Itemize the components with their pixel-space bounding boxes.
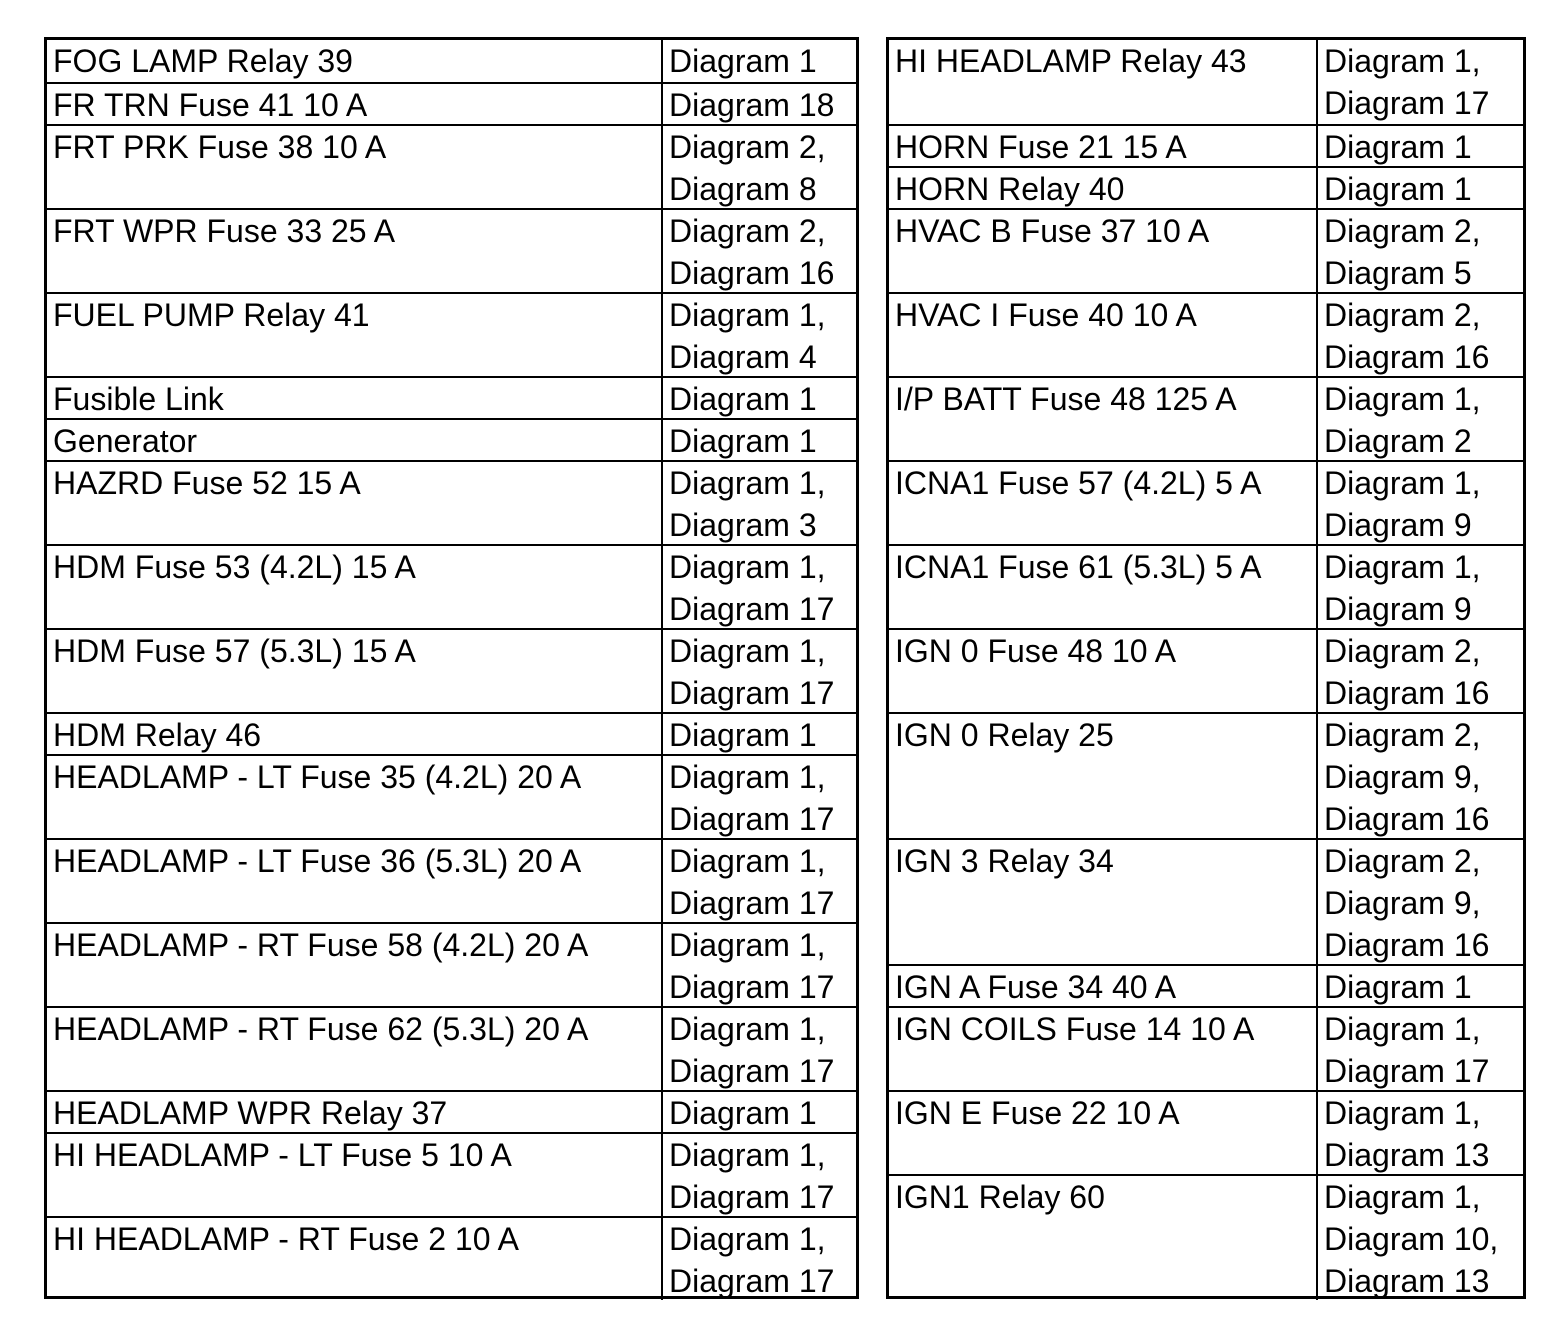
component-name-cell: Fusible Link bbox=[53, 381, 224, 417]
diagram-reference-cell: Diagram 1 bbox=[661, 40, 856, 82]
table-row bbox=[47, 1216, 856, 1300]
table-row bbox=[47, 124, 856, 208]
component-name-cell: HVAC I Fuse 40 10 A bbox=[895, 297, 1197, 333]
table-row bbox=[889, 544, 1523, 628]
table-row bbox=[47, 40, 856, 82]
table-row bbox=[889, 628, 1523, 712]
component-name-cell: IGN 0 Fuse 48 10 A bbox=[895, 633, 1177, 669]
diagram-reference-cell: Diagram 1, Diagram 10, Diagram 13 bbox=[1316, 1176, 1523, 1300]
component-name-cell: HI HEADLAMP - RT Fuse 2 10 A bbox=[53, 1221, 519, 1257]
table-row bbox=[47, 208, 856, 292]
diagram-reference-cell: Diagram 1, Diagram 9 bbox=[1316, 546, 1523, 628]
table-row bbox=[889, 964, 1523, 1006]
diagram-reference-cell: Diagram 1, Diagram 17 bbox=[661, 1008, 856, 1090]
diagram-reference-cell: Diagram 1, Diagram 17 bbox=[661, 1134, 856, 1216]
table-row bbox=[47, 82, 856, 124]
component-name-cell: HVAC B Fuse 37 10 A bbox=[895, 213, 1210, 249]
component-name-cell: I/P BATT Fuse 48 125 A bbox=[895, 381, 1237, 417]
diagram-reference-cell: Diagram 2, Diagram 16 bbox=[1316, 294, 1523, 376]
diagram-reference-cell: Diagram 18 bbox=[661, 84, 856, 124]
component-name-cell: HEADLAMP - RT Fuse 62 (5.3L) 20 A bbox=[53, 1011, 589, 1047]
table-row bbox=[889, 124, 1523, 166]
component-name-cell: HORN Relay 40 bbox=[895, 171, 1125, 207]
table-row bbox=[889, 292, 1523, 376]
component-name-cell: FRT WPR Fuse 33 25 A bbox=[53, 213, 396, 249]
right-index-table bbox=[886, 37, 1526, 1299]
table-row bbox=[47, 460, 856, 544]
component-name-cell: HEADLAMP - LT Fuse 35 (4.2L) 20 A bbox=[53, 759, 582, 795]
component-name-cell: FRT PRK Fuse 38 10 A bbox=[53, 129, 387, 165]
table-row bbox=[889, 1006, 1523, 1090]
table-row bbox=[47, 1006, 856, 1090]
component-name-cell: IGN1 Relay 60 bbox=[895, 1179, 1105, 1215]
diagram-reference-cell: Diagram 1, Diagram 17 bbox=[661, 630, 856, 712]
table-row bbox=[47, 1132, 856, 1216]
table-row bbox=[47, 754, 856, 838]
component-name-cell: HDM Fuse 53 (4.2L) 15 A bbox=[53, 549, 416, 585]
diagram-reference-cell: Diagram 1 bbox=[661, 420, 856, 460]
table-row bbox=[889, 838, 1523, 964]
diagram-reference-cell: Diagram 2, Diagram 9, Diagram 16 bbox=[1316, 840, 1523, 964]
table-row bbox=[889, 712, 1523, 838]
table-row bbox=[889, 1174, 1523, 1300]
diagram-reference-cell: Diagram 1 bbox=[1316, 966, 1523, 1006]
table-row bbox=[47, 712, 856, 754]
component-name-cell: IGN A Fuse 34 40 A bbox=[895, 969, 1177, 1005]
table-row bbox=[47, 418, 856, 460]
table-row bbox=[889, 460, 1523, 544]
diagram-reference-cell: Diagram 2, Diagram 9, Diagram 16 bbox=[1316, 714, 1523, 838]
table-row bbox=[889, 208, 1523, 292]
table-row bbox=[889, 376, 1523, 460]
diagram-reference-cell: Diagram 2, Diagram 5 bbox=[1316, 210, 1523, 292]
left-index-table bbox=[44, 37, 859, 1299]
table-row bbox=[889, 40, 1523, 124]
component-name-cell: HAZRD Fuse 52 15 A bbox=[53, 465, 361, 501]
component-name-cell: HEADLAMP - LT Fuse 36 (5.3L) 20 A bbox=[53, 843, 582, 879]
diagram-reference-cell: Diagram 1, Diagram 17 bbox=[661, 1218, 856, 1300]
component-name-cell: ICNA1 Fuse 61 (5.3L) 5 A bbox=[895, 549, 1262, 585]
component-name-cell: IGN E Fuse 22 10 A bbox=[895, 1095, 1180, 1131]
table-row bbox=[47, 838, 856, 922]
component-name-cell: IGN COILS Fuse 14 10 A bbox=[895, 1011, 1255, 1047]
component-name-cell: HI HEADLAMP - LT Fuse 5 10 A bbox=[53, 1137, 512, 1173]
component-name-cell: FR TRN Fuse 41 10 A bbox=[53, 87, 368, 123]
table-row bbox=[889, 1090, 1523, 1174]
diagram-reference-cell: Diagram 2, Diagram 16 bbox=[661, 210, 856, 292]
diagram-reference-cell: Diagram 1 bbox=[1316, 168, 1523, 208]
diagram-reference-cell: Diagram 2, Diagram 8 bbox=[661, 126, 856, 208]
component-name-cell: ICNA1 Fuse 57 (4.2L) 5 A bbox=[895, 465, 1262, 501]
component-name-cell: FUEL PUMP Relay 41 bbox=[53, 297, 370, 333]
diagram-reference-cell: Diagram 1 bbox=[661, 1092, 856, 1132]
diagram-reference-cell: Diagram 1 bbox=[661, 714, 856, 754]
table-row bbox=[889, 166, 1523, 208]
component-name-cell: IGN 0 Relay 25 bbox=[895, 717, 1114, 753]
diagram-reference-cell: Diagram 1, Diagram 9 bbox=[1316, 462, 1523, 544]
component-name-cell: HEADLAMP - RT Fuse 58 (4.2L) 20 A bbox=[53, 927, 589, 963]
diagram-reference-cell: Diagram 2, Diagram 16 bbox=[1316, 630, 1523, 712]
table-row bbox=[47, 544, 856, 628]
diagram-reference-cell: Diagram 1 bbox=[1316, 126, 1523, 166]
component-name-cell: HEADLAMP WPR Relay 37 bbox=[53, 1095, 448, 1131]
component-name-cell: HI HEADLAMP Relay 43 bbox=[895, 43, 1247, 79]
diagram-reference-cell: Diagram 1, Diagram 4 bbox=[661, 294, 856, 376]
diagram-reference-cell: Diagram 1, Diagram 17 bbox=[661, 546, 856, 628]
diagram-reference-cell: Diagram 1, Diagram 17 bbox=[1316, 40, 1523, 124]
table-row bbox=[47, 922, 856, 1006]
component-name-cell: HORN Fuse 21 15 A bbox=[895, 129, 1187, 165]
diagram-reference-cell: Diagram 1, Diagram 3 bbox=[661, 462, 856, 544]
table-row bbox=[47, 1090, 856, 1132]
component-name-cell: HDM Relay 46 bbox=[53, 717, 262, 753]
table-row bbox=[47, 628, 856, 712]
diagram-reference-cell: Diagram 1, Diagram 17 bbox=[1316, 1008, 1523, 1090]
diagram-reference-cell: Diagram 1 bbox=[661, 378, 856, 418]
table-row bbox=[47, 376, 856, 418]
diagram-reference-cell: Diagram 1, Diagram 13 bbox=[1316, 1092, 1523, 1174]
diagram-reference-cell: Diagram 1, Diagram 2 bbox=[1316, 378, 1523, 460]
component-name-cell: Generator bbox=[53, 423, 198, 459]
diagram-reference-cell: Diagram 1, Diagram 17 bbox=[661, 924, 856, 1006]
diagram-reference-cell: Diagram 1, Diagram 17 bbox=[661, 756, 856, 838]
diagram-reference-cell: Diagram 1, Diagram 17 bbox=[661, 840, 856, 922]
component-name-cell: FOG LAMP Relay 39 bbox=[53, 43, 353, 79]
component-name-cell: HDM Fuse 57 (5.3L) 15 A bbox=[53, 633, 416, 669]
component-name-cell: IGN 3 Relay 34 bbox=[895, 843, 1114, 879]
table-row bbox=[47, 292, 856, 376]
